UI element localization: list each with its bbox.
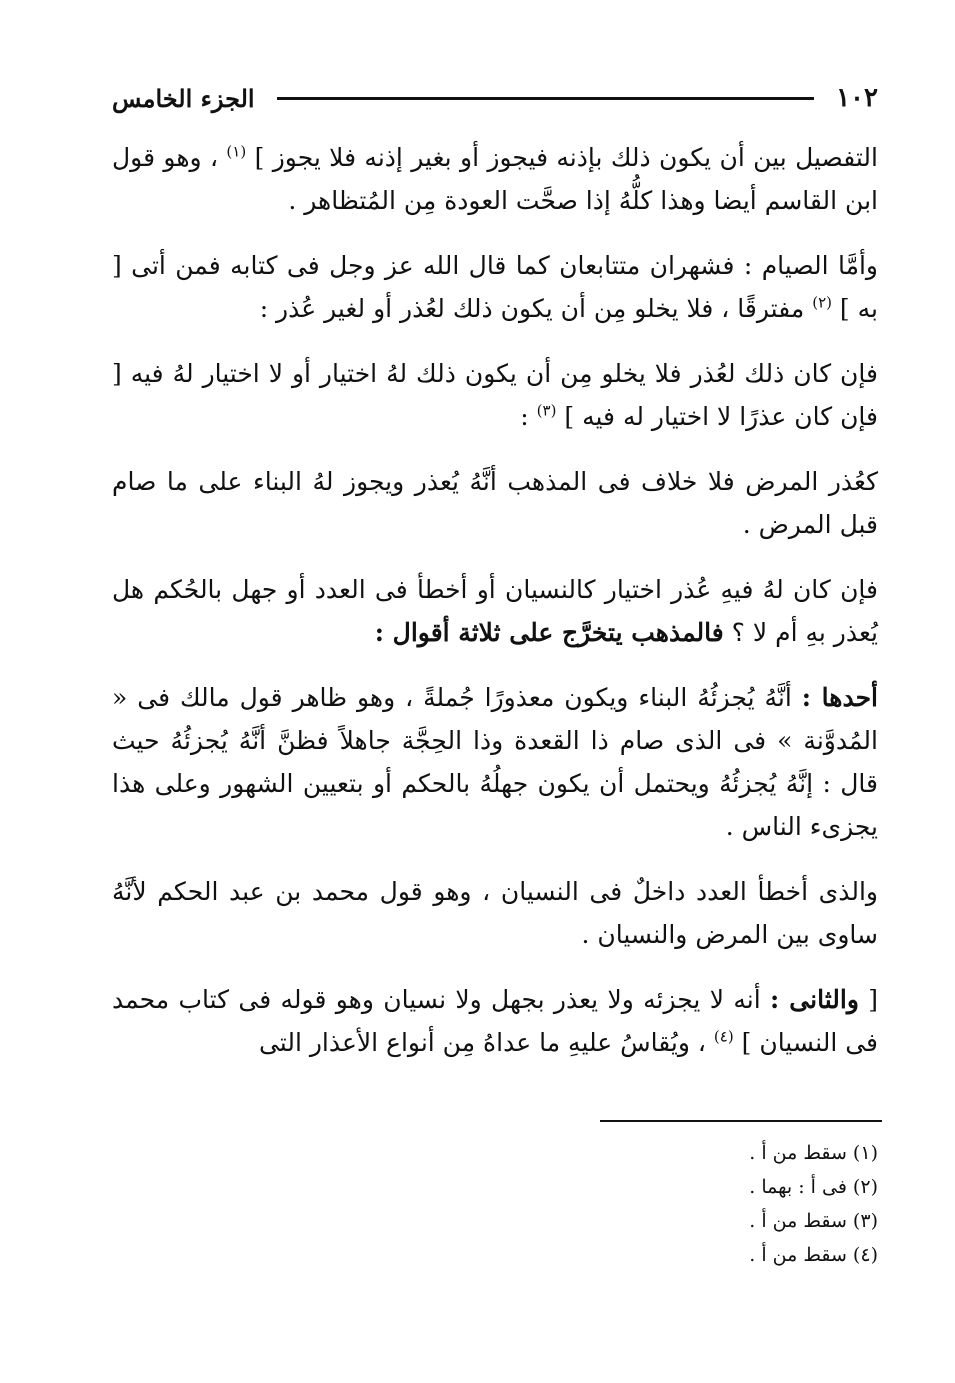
bold-text-run: والثانى :	[769, 985, 859, 1014]
body-text	[112, 136, 878, 1086]
footnote-reference: (٣)	[536, 401, 557, 420]
text-run: فإن كان لهُ فيهِ عُذر اختيار كالنسيان أو أخطأ فى العدد أو جهل بالحُكم هل يُعذر بهِ أم لا ؟	[112, 575, 878, 647]
paragraph	[112, 352, 878, 438]
footnotes	[560, 1136, 878, 1272]
footnote-4: (٤) سقط من أ .	[749, 1244, 878, 1266]
text-run: ، ويُقاسُ عليهِ ما عداهُ مِن أنواع الأعذار التى	[258, 1028, 714, 1057]
text-run: مفترقًا ، فلا يخلو مِن أن يكون ذلك لعُذر أو لغير عُذر :	[259, 294, 813, 323]
running-title: الجزء الخامس	[112, 83, 255, 113]
page-header	[112, 78, 878, 118]
text-run: :	[520, 402, 537, 431]
footnote-reference: (٤)	[713, 1027, 734, 1046]
bold-text-run: أحدها :	[801, 683, 879, 712]
header-rule	[277, 97, 815, 100]
text-run: فإن كان ذلك لعُذر فلا يخلو مِن أن يكون ذلك لهُ اختيار أو لا اختيار لهُ فيه [ فإن كان عذرًا لا اختيار له فيه ]	[112, 359, 878, 431]
text-run: والذى أخطأ العدد داخلٌ فى النسيان ، وهو قول محمد بن عبد الحكم لأنَّهُ ساوى بين المرض والنسيان .	[112, 877, 878, 949]
page-number: ١٠٢	[836, 83, 878, 113]
text-run: كعُذر المرض فلا خلاف فى المذهب أنَّهُ يُعذر ويجوز لهُ البناء على ما صام قبل المرض .	[112, 467, 878, 539]
footnote-reference: (١)	[226, 142, 247, 161]
footnote-separator	[600, 1120, 882, 1122]
paragraph	[112, 244, 878, 330]
text-run: ، وهو قول ابن القاسم أيضا وهذا كلُّهُ إذا صحَّت العودة مِن المُتظاهر .	[112, 143, 878, 215]
text-run: [	[858, 985, 878, 1014]
paragraph	[112, 870, 878, 956]
paragraph	[112, 978, 878, 1064]
footnote-1: (١) سقط من أ .	[749, 1142, 878, 1164]
footnote-2: (٢) فى أ : بهما .	[749, 1176, 878, 1198]
footnote-reference: (٢)	[812, 293, 832, 312]
paragraph	[112, 568, 878, 654]
text-run: أنه لا يجزئه ولا يعذر بجهل ولا نسيان وهو قوله فى كتاب محمد فى النسيان ]	[112, 985, 878, 1057]
text-run: أنَّهُ يُجزئُهُ البناء ويكون معذورًا جُملةً ، وهو ظاهر قول مالك فى « المُدوَّنة » فى الذى صام ذا القعدة وذا الحِجَّة جاهلاً فظنَّ أنَّهُ يُجزئُهُ حيث قال : إنَّهُ يُجزئُهُ ويحتمل أن يكون جهلُهُ بالحكم أو بتعيين الشهور وعلى هذا يجزىء الناس .	[112, 683, 878, 841]
paragraph	[112, 460, 878, 546]
paragraph	[112, 136, 878, 222]
paragraph	[112, 676, 878, 848]
text-run: التفصيل بين أن يكون ذلك بإذنه فيجوز أو بغير إذنه فلا يجوز ]	[246, 143, 878, 172]
footnote-3: (٣) سقط من أ .	[749, 1210, 878, 1232]
text-run: وأمَّا الصيام : فشهران متتابعان كما قال الله عز وجل فى كتابه فمن أتى [ به ]	[112, 251, 878, 323]
bold-text-run: فالمذهب يتخرَّج على ثلاثة أقوال :	[374, 618, 724, 647]
